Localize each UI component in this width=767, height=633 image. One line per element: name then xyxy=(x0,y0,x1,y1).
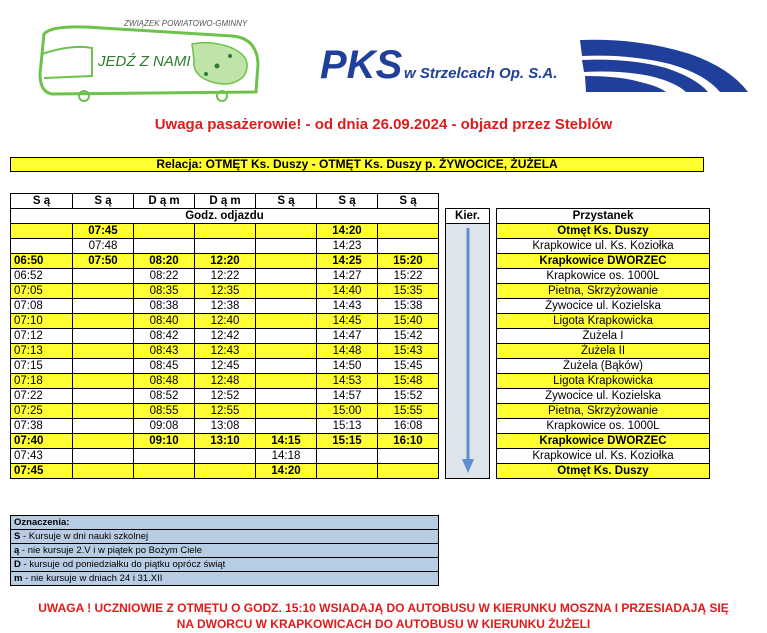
departure-time: 14:18 xyxy=(256,449,317,464)
legend-item: D - kursuje od poniedziałku do piątku oprócz świąt xyxy=(11,558,439,572)
stop-name: Krapkowice os. 1000L xyxy=(497,419,710,434)
departure-time: 15:13 xyxy=(317,419,378,434)
timetable xyxy=(10,193,710,479)
departure-time: 15:15 xyxy=(317,434,378,449)
spacer xyxy=(439,374,446,389)
stop-name: Żywocice ul. Kozielska xyxy=(497,299,710,314)
departure-time: 15:20 xyxy=(378,254,439,269)
departure-time: 12:35 xyxy=(195,284,256,299)
spacer xyxy=(439,299,446,314)
spacer xyxy=(490,344,497,359)
spacer xyxy=(490,224,497,239)
departure-time: 13:08 xyxy=(195,419,256,434)
departure-time: 07:12 xyxy=(11,329,73,344)
spacer xyxy=(439,389,446,404)
stop-name: Otmęt Ks. Duszy xyxy=(497,464,710,479)
departure-time: 08:22 xyxy=(134,269,195,284)
route-relation: Relacja: OTMĘT Ks. Duszy - OTMĘT Ks. Duszy p. ŻYWOCICE, ŻUŻELA xyxy=(10,157,704,172)
departure-time: 07:10 xyxy=(11,314,73,329)
departure-time: 15:55 xyxy=(378,404,439,419)
departure-header: Godz. odjazdu xyxy=(11,209,439,224)
day-code: D ą m xyxy=(195,194,256,209)
day-code: S ą xyxy=(73,194,134,209)
logo-arc-text: ZWIĄZEK POWIATOWO-GMINNY xyxy=(124,19,248,28)
departure-time: 15:22 xyxy=(378,269,439,284)
logo-main-text: JEDŹ Z NAMI xyxy=(98,53,191,70)
departure-time: 07:22 xyxy=(11,389,73,404)
direction-down-arrow-icon xyxy=(462,228,474,475)
departure-time: 15:40 xyxy=(378,314,439,329)
departure-time: 14:15 xyxy=(256,434,317,449)
departure-time xyxy=(195,464,256,479)
spacer xyxy=(439,359,446,374)
departure-time xyxy=(73,404,134,419)
timetable-row xyxy=(11,269,710,284)
departure-time: 07:05 xyxy=(11,284,73,299)
departure-time: 12:48 xyxy=(195,374,256,389)
departure-time: 15:45 xyxy=(378,359,439,374)
spacer xyxy=(439,314,446,329)
departure-time: 14:47 xyxy=(317,329,378,344)
departure-time xyxy=(256,329,317,344)
stop-name: Żużela II xyxy=(497,344,710,359)
departure-time: 07:38 xyxy=(11,419,73,434)
spacer xyxy=(490,434,497,449)
spacer xyxy=(439,194,710,209)
detour-notice: Uwaga pasażerowie! - od dnia 26.09.2024 - objazd przez Steblów xyxy=(154,116,613,133)
day-code: S ą xyxy=(317,194,378,209)
departure-time xyxy=(256,404,317,419)
departure-time xyxy=(256,239,317,254)
departure-time: 12:55 xyxy=(195,404,256,419)
departure-time: 08:48 xyxy=(134,374,195,389)
timetable-row xyxy=(11,389,710,404)
departure-time: 12:40 xyxy=(195,314,256,329)
departure-time xyxy=(73,299,134,314)
timetable-row xyxy=(11,374,710,389)
direction-header: Kier. xyxy=(446,209,490,224)
departure-time: 07:13 xyxy=(11,344,73,359)
departure-time: 14:27 xyxy=(317,269,378,284)
spacer xyxy=(490,299,497,314)
day-code: S ą xyxy=(256,194,317,209)
timetable-row xyxy=(11,329,710,344)
departure-time xyxy=(73,419,134,434)
departure-time xyxy=(256,314,317,329)
timetable-row xyxy=(11,284,710,299)
departure-time: 15:52 xyxy=(378,389,439,404)
departure-time: 12:45 xyxy=(195,359,256,374)
departure-time: 07:25 xyxy=(11,404,73,419)
departure-time: 08:42 xyxy=(134,329,195,344)
departure-time: 08:43 xyxy=(134,344,195,359)
departure-time: 09:10 xyxy=(134,434,195,449)
departure-time: 14:25 xyxy=(317,254,378,269)
departure-time xyxy=(73,374,134,389)
spacer xyxy=(490,314,497,329)
spacer xyxy=(439,404,446,419)
pks-text: PKS xyxy=(320,43,403,87)
departure-time: 12:52 xyxy=(195,389,256,404)
departure-time xyxy=(256,419,317,434)
departure-time xyxy=(73,269,134,284)
departure-time xyxy=(256,359,317,374)
departure-time: 12:22 xyxy=(195,269,256,284)
timetable-row xyxy=(11,254,710,269)
departure-time: 14:57 xyxy=(317,389,378,404)
departure-time xyxy=(73,314,134,329)
stop-name: Krapkowice os. 1000L xyxy=(497,269,710,284)
departure-time xyxy=(378,449,439,464)
timetable-row xyxy=(11,434,710,449)
departure-time xyxy=(256,389,317,404)
timetable-row xyxy=(11,359,710,374)
spacer xyxy=(439,239,446,254)
legend xyxy=(10,515,439,586)
departure-time: 08:38 xyxy=(134,299,195,314)
spacer xyxy=(490,374,497,389)
transfer-warning xyxy=(0,600,767,632)
departure-time xyxy=(195,449,256,464)
legend-item: m - nie kursuje w dniach 24 i 31.XII xyxy=(11,572,439,586)
stop-name: Krapkowice ul. Ks. Koziołka xyxy=(497,239,710,254)
departure-time xyxy=(73,284,134,299)
departure-time xyxy=(73,434,134,449)
departure-time: 15:42 xyxy=(378,329,439,344)
departure-time xyxy=(73,344,134,359)
spacer xyxy=(439,329,446,344)
spacer xyxy=(439,419,446,434)
spacer xyxy=(490,419,497,434)
departure-time: 14:40 xyxy=(317,284,378,299)
spacer xyxy=(439,224,446,239)
legend-item: S - Kursuje w dni nauki szkolnej xyxy=(11,530,439,544)
stop-name: Ligota Krapkowicka xyxy=(497,374,710,389)
zpg-logo xyxy=(32,14,280,104)
departure-time xyxy=(256,224,317,239)
departure-time: 15:35 xyxy=(378,284,439,299)
timetable-row xyxy=(11,239,710,254)
timetable-row xyxy=(11,224,710,239)
day-codes-row xyxy=(11,194,710,209)
departure-time: 15:43 xyxy=(378,344,439,359)
departure-time: 14:50 xyxy=(317,359,378,374)
departure-time: 16:08 xyxy=(378,419,439,434)
departure-time: 12:20 xyxy=(195,254,256,269)
departure-time xyxy=(134,224,195,239)
departure-time: 12:43 xyxy=(195,344,256,359)
departure-time xyxy=(378,224,439,239)
departure-time: 12:38 xyxy=(195,299,256,314)
day-code: S ą xyxy=(378,194,439,209)
departure-time xyxy=(134,239,195,254)
departure-time: 08:40 xyxy=(134,314,195,329)
departure-time: 14:43 xyxy=(317,299,378,314)
departure-time: 12:42 xyxy=(195,329,256,344)
spacer xyxy=(439,344,446,359)
departure-time: 07:15 xyxy=(11,359,73,374)
departure-time: 14:23 xyxy=(317,239,378,254)
timetable-row xyxy=(11,404,710,419)
legend-title: Oznaczenia: xyxy=(11,516,439,530)
spacer xyxy=(490,329,497,344)
departure-time: 14:53 xyxy=(317,374,378,389)
pks-logo xyxy=(310,34,750,94)
departure-time xyxy=(256,374,317,389)
spacer xyxy=(490,404,497,419)
stop-name: Krapkowice DWORZEC xyxy=(497,254,710,269)
departure-time: 14:20 xyxy=(256,464,317,479)
departure-time: 15:38 xyxy=(378,299,439,314)
timetable-row xyxy=(11,299,710,314)
departure-time xyxy=(256,284,317,299)
spacer xyxy=(490,239,497,254)
spacer xyxy=(439,464,446,479)
timetable-row xyxy=(11,464,710,479)
departure-time xyxy=(317,449,378,464)
departure-time xyxy=(73,449,134,464)
departure-time: 08:45 xyxy=(134,359,195,374)
direction-cell xyxy=(446,224,490,479)
spacer xyxy=(490,284,497,299)
spacer xyxy=(490,464,497,479)
stop-name: Otmęt Ks. Duszy xyxy=(497,224,710,239)
departure-time xyxy=(11,239,73,254)
spacer xyxy=(490,254,497,269)
stop-name: Żużela (Bąków) xyxy=(497,359,710,374)
spacer xyxy=(490,209,497,224)
departure-time xyxy=(73,464,134,479)
departure-time: 07:45 xyxy=(11,464,73,479)
departure-time xyxy=(134,464,195,479)
spacer xyxy=(439,209,446,224)
warning-line: UWAGA ! UCZNIOWIE Z OTMĘTU O GODZ. 15:10 WSIADAJĄ DO AUTOBUSU W KIERUNKU MOSZNA I PRZESIADAJĄ SIĘ xyxy=(38,601,729,615)
departure-time: 13:10 xyxy=(195,434,256,449)
timetable-row xyxy=(11,314,710,329)
departure-time xyxy=(195,239,256,254)
spacer xyxy=(439,269,446,284)
spacer xyxy=(490,359,497,374)
departure-time: 07:45 xyxy=(73,224,134,239)
stop-header: Przystanek xyxy=(497,209,710,224)
departure-time xyxy=(317,464,378,479)
departure-time: 08:52 xyxy=(134,389,195,404)
stop-name: Krapkowice ul. Ks. Koziołka xyxy=(497,449,710,464)
spacer xyxy=(439,449,446,464)
departure-time: 09:08 xyxy=(134,419,195,434)
departure-time xyxy=(256,344,317,359)
departure-time xyxy=(73,389,134,404)
stop-name: Żywocice ul. Kozielska xyxy=(497,389,710,404)
departure-time: 07:40 xyxy=(11,434,73,449)
departure-time xyxy=(73,359,134,374)
departure-time xyxy=(256,299,317,314)
day-code: D ą m xyxy=(134,194,195,209)
stop-name: Pietna, Skrzyżowanie xyxy=(497,284,710,299)
warning-line: NA DWORCU W KRAPKOWICACH DO AUTOBUSU W KIERUNKU ŻUŻELI xyxy=(176,617,591,631)
spacer xyxy=(490,449,497,464)
departure-time xyxy=(256,254,317,269)
departure-time: 14:20 xyxy=(317,224,378,239)
stop-name: Krapkowice DWORZEC xyxy=(497,434,710,449)
departure-time xyxy=(378,464,439,479)
timetable-row xyxy=(11,419,710,434)
spacer xyxy=(439,254,446,269)
departure-time: 06:50 xyxy=(11,254,73,269)
departure-time: 07:18 xyxy=(11,374,73,389)
departure-time xyxy=(256,269,317,284)
departure-time: 07:50 xyxy=(73,254,134,269)
departure-time: 15:48 xyxy=(378,374,439,389)
day-code: S ą xyxy=(11,194,73,209)
stop-name: Żużela I xyxy=(497,329,710,344)
pks-subtext: w Strzelcach Op. S.A. xyxy=(404,65,558,82)
spacer xyxy=(439,434,446,449)
departure-time: 16:10 xyxy=(378,434,439,449)
departure-time: 08:20 xyxy=(134,254,195,269)
departure-time: 07:48 xyxy=(73,239,134,254)
timetable-row xyxy=(11,449,710,464)
timetable-row xyxy=(11,344,710,359)
header-row xyxy=(11,209,710,224)
departure-time: 07:08 xyxy=(11,299,73,314)
departure-time: 07:43 xyxy=(11,449,73,464)
legend-item: ą - nie kursuje 2.V i w piątek po Bożym Ciele xyxy=(11,544,439,558)
stop-name: Pietna, Skrzyżowanie xyxy=(497,404,710,419)
departure-time xyxy=(11,224,73,239)
departure-time: 06:52 xyxy=(11,269,73,284)
departure-time xyxy=(195,224,256,239)
departure-time xyxy=(134,449,195,464)
spacer xyxy=(439,284,446,299)
departure-time xyxy=(73,329,134,344)
departure-time xyxy=(378,239,439,254)
stop-name: Ligota Krapkowicka xyxy=(497,314,710,329)
departure-time: 14:48 xyxy=(317,344,378,359)
departure-time: 14:45 xyxy=(317,314,378,329)
spacer xyxy=(490,389,497,404)
departure-time: 08:35 xyxy=(134,284,195,299)
departure-time: 08:55 xyxy=(134,404,195,419)
spacer xyxy=(490,269,497,284)
departure-time: 15:00 xyxy=(317,404,378,419)
